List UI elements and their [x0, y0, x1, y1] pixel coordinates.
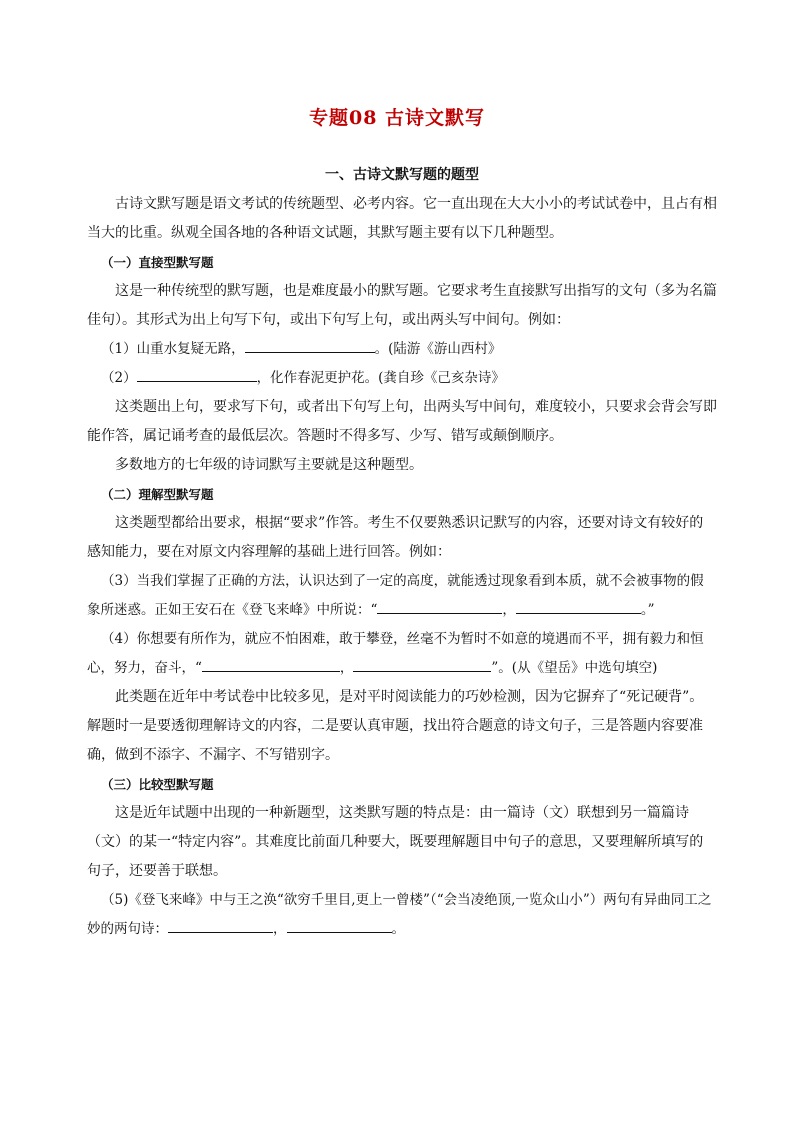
example-1-prompt: （1）山重水复疑无路，	[101, 341, 245, 357]
example-1	[87, 335, 717, 364]
example-5-comma: ，	[273, 921, 287, 937]
example-3-end: 。”	[640, 602, 655, 618]
example-5-end: 。	[391, 921, 405, 937]
document-body	[87, 160, 717, 944]
answer-blank	[202, 657, 340, 672]
type2-description: 这类题型都给出要求，根据“要求”作答。考生不仅要熟悉识记默写的内容，还要对诗文有较好的感知能力，要在对原文内容理解的基础上进行回答。例如：	[87, 515, 704, 560]
example-4-end: ”。(从《望岳》中选句填空)	[491, 660, 658, 676]
type2-note: 此类题在近年中考试卷中比较多见，是对平时阅读能力的巧妙检测，因为它摒弃了“死记硬背”。解题时一是要透彻理解诗文的内容，二是要认真审题，找出符合题意的诗文句子，三是答题内容要准确，做到不添字、不漏字、不写错别字。	[87, 689, 704, 763]
type1-note-2: 多数地方的七年级的诗词默写主要就是这种题型。	[115, 457, 423, 473]
section-heading: 一、古诗文默写题的题型	[325, 167, 479, 183]
example-3-prompt: （3）当我们掌握了正确的方法，认识达到了一定的高度，就能透过现象看到本质，就不会被事物的假象所迷惑。正如王安石在《登飞来峰》中所说：“	[87, 573, 704, 618]
type1-note: 这类题出上句，要求写下句，或者出下句写上句，出两头写中间句，难度较小，只要求会背会写即能作答，属记诵考查的最低层次。答题时不得多写、少写、错写或颠倒顺序。	[87, 399, 717, 444]
type1-heading: （一）直接型默写题	[101, 255, 214, 270]
example-2-text: ，化作春泥更护花。(龚自珍《己亥杂诗》	[256, 370, 505, 386]
page-title: 专题08 古诗文默写	[308, 107, 486, 129]
example-4	[87, 625, 717, 683]
type3-heading: （三）比较型默写题	[101, 777, 214, 792]
intro-paragraph: 古诗文默写题是语文考试的传统题型、必考内容。它一直出现在大大小小的考试试卷中，且占有相当大的比重。纵观全国各地的各种语文试题，其默写题主要有以下几种题型。	[87, 196, 717, 241]
example-5	[87, 886, 717, 944]
answer-blank	[377, 599, 502, 614]
example-1-source: 。(陆游《游山西村》	[374, 341, 502, 357]
answer-blank	[245, 338, 375, 353]
type1-description: 这是一种传统型的默写题，也是难度最小的默写题。它要求考生直接默写出指写的文句（多为名篇佳句）。其形式为出上句写下句，或出下句写上句，或出两头写中间句。例如：	[87, 283, 717, 328]
type2-heading: （二）理解型默写题	[101, 487, 214, 502]
example-2	[87, 364, 717, 393]
answer-blank	[287, 918, 392, 933]
example-4-comma: ，	[339, 660, 354, 676]
answer-blank	[516, 599, 641, 614]
example-2-number: （2）	[101, 370, 137, 386]
answer-blank	[168, 918, 273, 933]
example-3	[87, 567, 717, 625]
example-4-prompt: （4）你想要有所作为，就应不怕困难，敢于攀登，丝毫不为暂时不如意的境遇而不平，拥有毅力和恒心，努力，奋斗，“	[87, 631, 704, 676]
example-5-prompt: （5)《登飞来峰》中与王之涣“欲穷千里目,更上一曾楼”（“会当凌绝顶,一览众山小”）两句有异曲同工之妙的两句诗：	[87, 892, 712, 937]
answer-blank	[353, 657, 491, 672]
type3-description: 这是近年试题中出现的一种新题型，这类默写题的特点是：由一篇诗（文）联想到另一篇篇诗（文）的某一“特定内容”。其难度比前面几种要大，既要理解题目中句子的意思，又要理解所填写的句子，还要善于联想。	[87, 805, 704, 879]
answer-blank	[137, 367, 257, 382]
example-3-comma: ，	[502, 602, 516, 618]
